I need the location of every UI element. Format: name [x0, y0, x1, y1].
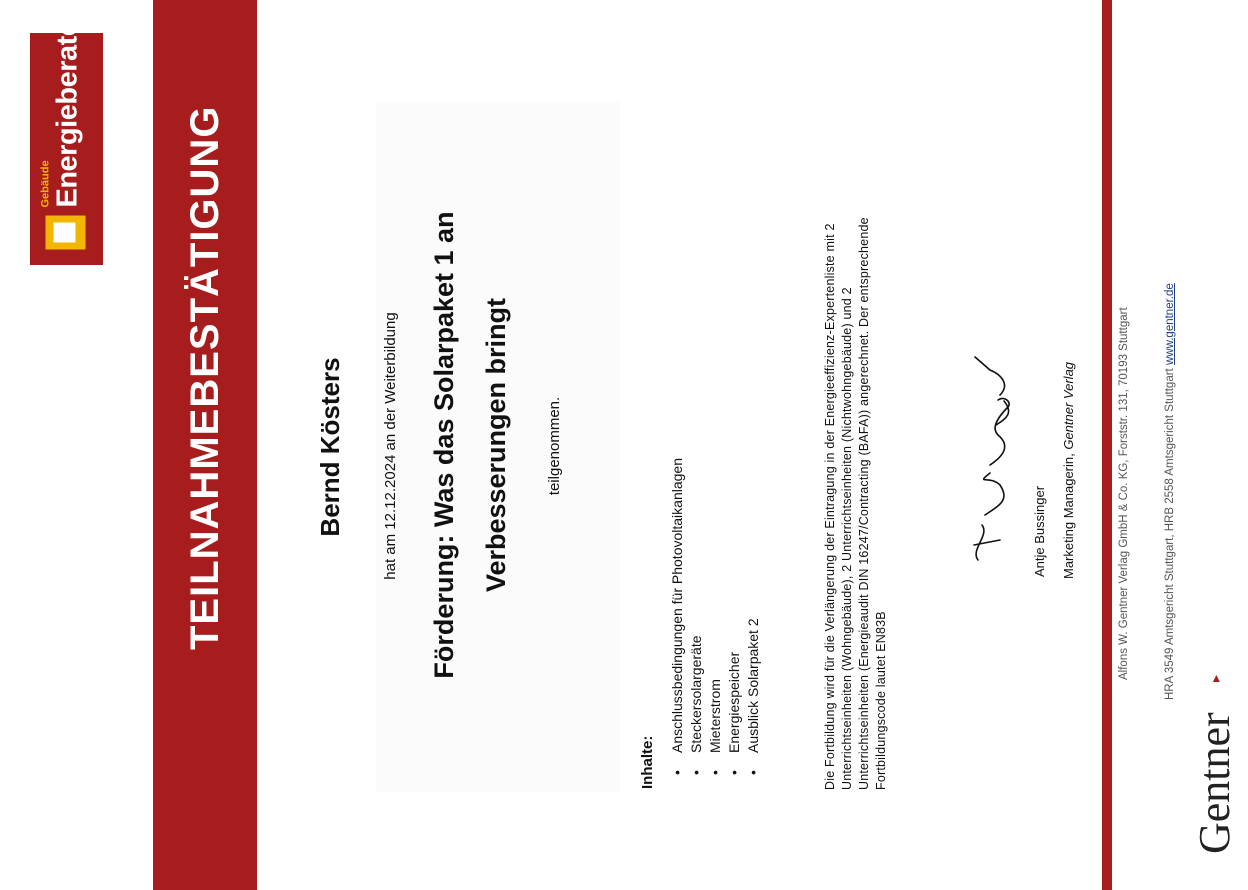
energieberater-logo: [30, 9, 103, 265]
signatory-role: Marketing Managerin, Gentner Verlag: [1061, 361, 1076, 579]
list-item: •Ausblick Solarpaket 2: [745, 618, 761, 775]
signature-image: [960, 355, 1030, 570]
list-item: •Energiespeicher: [726, 651, 742, 775]
contents-list: [668, 395, 768, 775]
intro-text: hat am 12.12.2024 an der Weiterbildung: [382, 312, 399, 580]
gentner-logo: [1192, 664, 1238, 854]
list-item: •Anschlussbedingungen für Photovoltaikanlagen: [669, 458, 685, 775]
list-item: •Steckersolargeräte: [688, 635, 704, 775]
course-title-line2: Verbesserungen bringt: [481, 297, 511, 593]
logo-inner: [30, 9, 103, 266]
logo-mark-icon: [46, 216, 86, 250]
signatory-name: Antje Bussinger: [1032, 485, 1047, 577]
logo-small-text: Gebäude: [39, 160, 52, 208]
accreditation-line: Unterrichtseinheiten (Energieaudit DIN 16247/Contracting (BAFA)) angerechnet. Der entsprechende: [857, 217, 871, 790]
triangle-icon: ▸: [1209, 674, 1224, 682]
accreditation-line: Unterrichtseinheiten (Wohngebäude), 2 Unterrichtseinheiten (Nichtwohngebäude) und 2: [840, 287, 854, 790]
contents-heading: Inhalte:: [639, 735, 656, 789]
list-item: •Mieterstrom: [707, 679, 723, 775]
participated-text: teilgenommen.: [546, 396, 563, 496]
accreditation-line: Fortbildungscode lautet EN83B: [874, 611, 888, 790]
footer-registry: HRA 3549 Amtsgericht Stuttgart, HRB 2558 Amtsgericht Stuttgart www.gentner.de: [1164, 283, 1176, 700]
footer-address: Alfons W. Gentner Verlag GmbH & Co. KG, Forststr. 131, 70193 Stuttgart: [1118, 307, 1130, 680]
accreditation-text: [822, 100, 894, 790]
gentner-brand-text: Gentner: [1190, 712, 1239, 854]
participant-name: Bernd Kösters: [315, 357, 345, 537]
course-title-line1: Förderung: Was das Solarpaket 1 an: [429, 211, 459, 679]
website-link[interactable]: www.gentner.de: [1164, 283, 1176, 366]
accreditation-line: Die Fortbildung wird für die Verlängerung der Eintragung in der Energieeffizienz-Expertenliste mit 2: [823, 223, 837, 790]
right-accent-bar: [1102, 0, 1112, 890]
logo-large-text: Energieberater: [51, 9, 84, 208]
page-title: TEILNAHMEBESTÄTIGUNG: [183, 105, 227, 650]
